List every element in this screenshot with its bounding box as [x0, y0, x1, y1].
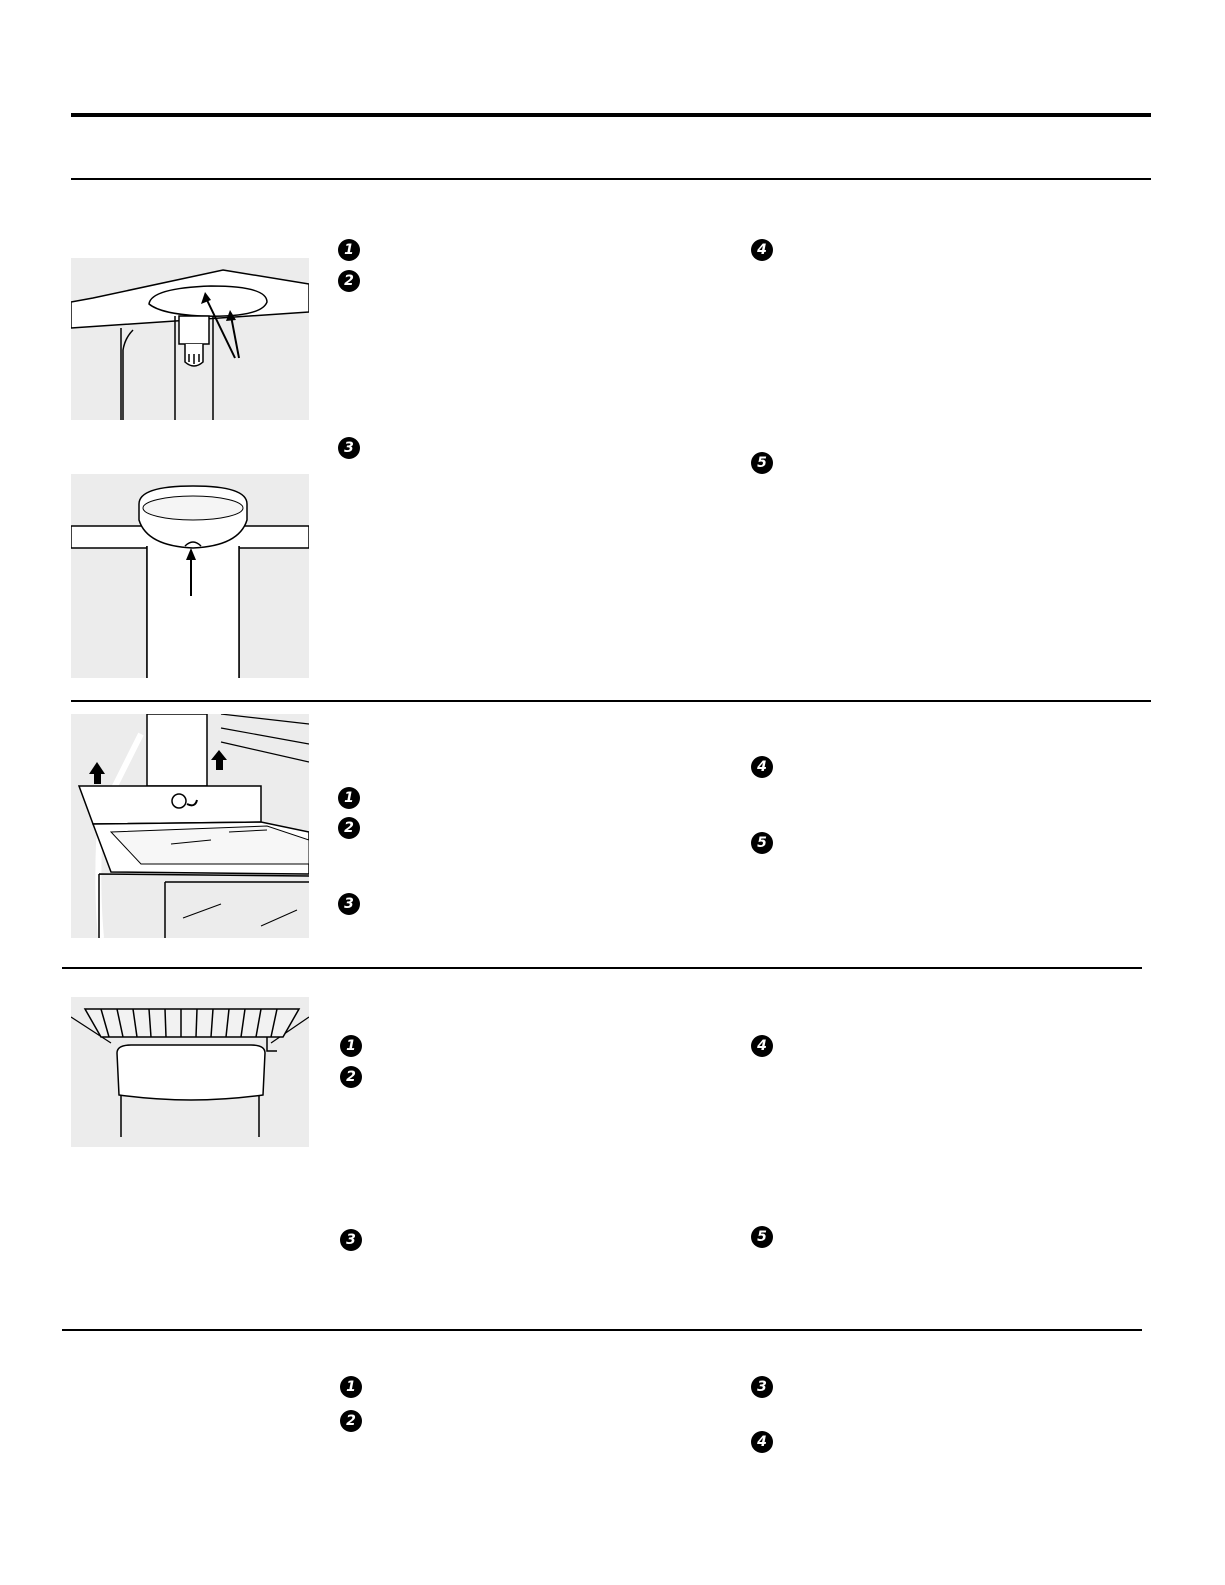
step-badge: 3: [338, 437, 360, 459]
step-badge: 2: [338, 270, 360, 292]
step-badge: 1: [340, 1035, 362, 1057]
range-backguard-illustration: [71, 714, 309, 938]
step-badge: 3: [751, 1376, 773, 1398]
step-badge: 3: [340, 1229, 362, 1251]
header-rule-thin: [71, 178, 1151, 180]
step-badge: 4: [751, 1035, 773, 1057]
step-badge: 2: [340, 1066, 362, 1088]
section-divider: [62, 967, 1142, 969]
header-rule-thick: [71, 113, 1151, 117]
step-badge: 5: [751, 452, 773, 474]
step-badge: 4: [751, 756, 773, 778]
step-badge: 1: [338, 787, 360, 809]
section-divider: [71, 700, 1151, 702]
cartridge-alignment-illustration: [71, 474, 309, 678]
step-badge: 3: [338, 893, 360, 915]
step-badge: 5: [751, 832, 773, 854]
step-badge: 1: [338, 239, 360, 261]
step-badge: 5: [751, 1226, 773, 1248]
step-badge: 4: [751, 239, 773, 261]
step-badge: 2: [340, 1410, 362, 1432]
section-divider: [62, 1329, 1142, 1331]
step-badge: 2: [338, 817, 360, 839]
shelf-drawer-illustration: [71, 997, 309, 1147]
step-badge: 4: [751, 1431, 773, 1453]
step-badge: 1: [340, 1376, 362, 1398]
filter-housing-illustration: [71, 258, 309, 420]
